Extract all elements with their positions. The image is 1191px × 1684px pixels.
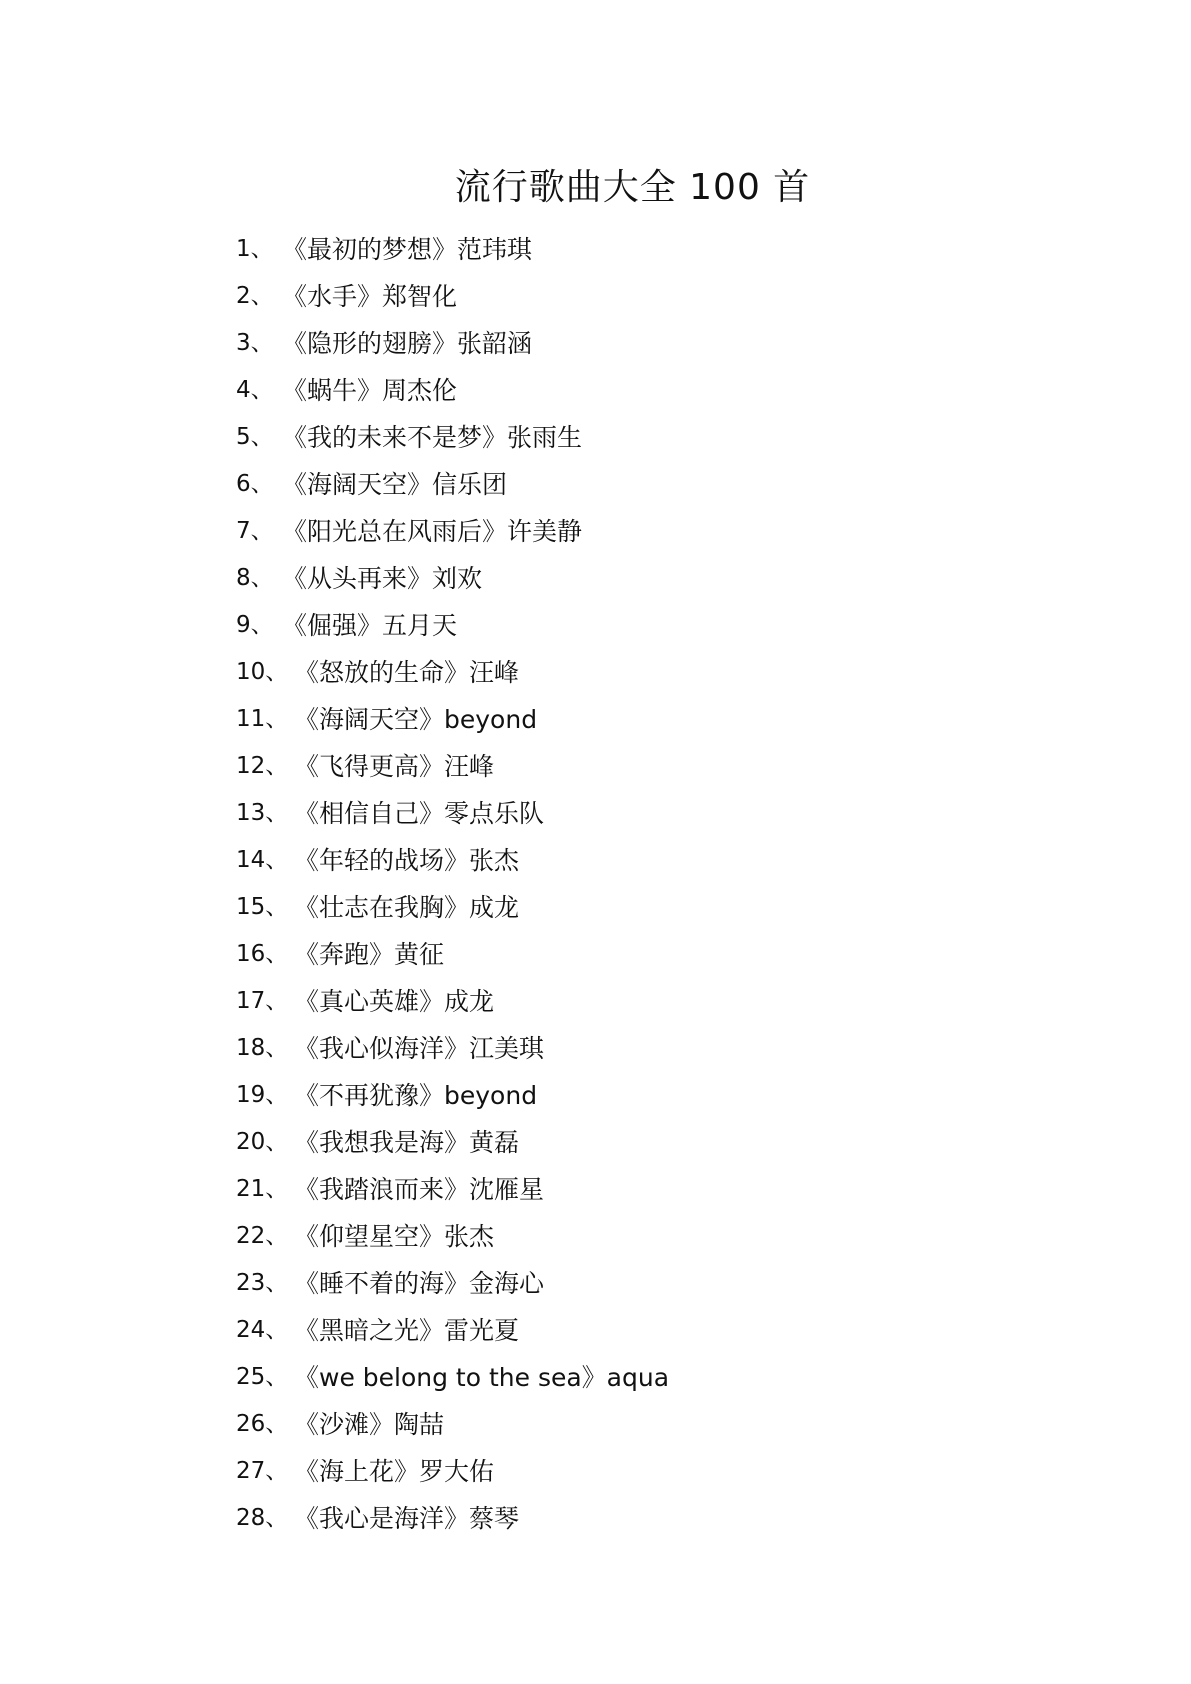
song-artist: 陶喆 <box>394 1410 445 1439</box>
list-item <box>236 931 1036 978</box>
list-item <box>236 320 1036 367</box>
list-item <box>236 367 1036 414</box>
song-artist: 张雨生 <box>507 423 583 452</box>
song-title: 《黑暗之光》 <box>294 1316 445 1345</box>
song-artist: 雷光夏 <box>444 1316 520 1345</box>
song-number: 7、 <box>236 518 274 544</box>
song-number: 10、 <box>236 659 289 685</box>
list-item <box>236 1260 1036 1307</box>
song-number: 1、 <box>236 236 274 262</box>
song-number: 4、 <box>236 377 274 403</box>
song-number: 6、 <box>236 471 274 497</box>
song-artist: 许美静 <box>507 517 583 546</box>
song-artist: 零点乐队 <box>444 799 545 828</box>
song-title: 《海上花》 <box>294 1457 420 1486</box>
song-artist: 罗大佑 <box>419 1457 495 1486</box>
song-artist: 蔡琴 <box>469 1504 520 1533</box>
list-item <box>236 1025 1036 1072</box>
song-title: 《飞得更高》 <box>294 752 445 781</box>
list-item <box>236 837 1036 884</box>
song-number: 9、 <box>236 612 274 638</box>
song-title: 《沙滩》 <box>294 1410 395 1439</box>
song-title: 《我想我是海》 <box>294 1128 470 1157</box>
song-number: 5、 <box>236 424 274 450</box>
list-item <box>236 1354 1036 1401</box>
song-number: 24、 <box>236 1317 289 1343</box>
song-artist: 沈雁星 <box>469 1175 545 1204</box>
song-artist: aqua <box>606 1363 670 1392</box>
list-item <box>236 602 1036 649</box>
song-title: 《阳光总在风雨后》 <box>282 517 508 546</box>
song-number: 19、 <box>236 1082 289 1108</box>
song-number: 28、 <box>236 1505 289 1531</box>
song-title: 《我心是海洋》 <box>294 1504 470 1533</box>
song-number: 18、 <box>236 1035 289 1061</box>
list-item <box>236 1166 1036 1213</box>
list-item <box>236 508 1036 555</box>
song-title: 《我心似海洋》 <box>294 1034 470 1063</box>
list-item <box>236 1448 1036 1495</box>
song-artist: 黄征 <box>394 940 445 969</box>
song-number: 21、 <box>236 1176 289 1202</box>
song-artist: 成龙 <box>469 893 520 922</box>
list-item <box>236 978 1036 1025</box>
song-number: 8、 <box>236 565 274 591</box>
list-item <box>236 790 1036 837</box>
song-number: 20、 <box>236 1129 289 1155</box>
song-title: 《睡不着的海》 <box>294 1269 470 1298</box>
song-number: 16、 <box>236 941 289 967</box>
list-item <box>236 743 1036 790</box>
song-artist: 江美琪 <box>469 1034 545 1063</box>
song-artist: beyond <box>444 1081 538 1110</box>
song-artist: 成龙 <box>444 987 495 1016</box>
song-title: 《海阔天空》 <box>294 705 445 734</box>
song-number: 26、 <box>236 1411 289 1437</box>
song-artist: 汪峰 <box>444 752 495 781</box>
song-number: 17、 <box>236 988 289 1014</box>
song-number: 23、 <box>236 1270 289 1296</box>
song-number: 2、 <box>236 283 274 309</box>
song-artist: 张韶涵 <box>457 329 533 358</box>
song-artist: 五月天 <box>382 611 458 640</box>
song-title: 《奔跑》 <box>294 940 395 969</box>
list-item <box>236 1307 1036 1354</box>
song-artist: 张杰 <box>444 1222 495 1251</box>
list-item <box>236 555 1036 602</box>
list-item <box>236 1072 1036 1119</box>
song-artist: 张杰 <box>469 846 520 875</box>
list-item <box>236 1401 1036 1448</box>
song-artist: 信乐团 <box>432 470 508 499</box>
list-item <box>236 649 1036 696</box>
list-item <box>236 273 1036 320</box>
song-artist: beyond <box>444 705 538 734</box>
list-item <box>236 226 1036 273</box>
song-number: 12、 <box>236 753 289 779</box>
song-artist: 郑智化 <box>382 282 458 311</box>
song-title: 《我的未来不是梦》 <box>282 423 508 452</box>
song-number: 3、 <box>236 330 274 356</box>
list-item <box>236 414 1036 461</box>
song-title: 《怒放的生命》 <box>294 658 470 687</box>
song-number: 11、 <box>236 706 289 732</box>
song-title: 《年轻的战场》 <box>294 846 470 875</box>
song-title: 《壮志在我胸》 <box>294 893 470 922</box>
list-item <box>236 1495 1036 1542</box>
song-title: 《隐形的翅膀》 <box>282 329 458 358</box>
song-number: 14、 <box>236 847 289 873</box>
list-item <box>236 696 1036 743</box>
song-artist: 刘欢 <box>432 564 483 593</box>
list-item <box>236 884 1036 931</box>
song-title: 《不再犹豫》 <box>294 1081 445 1110</box>
song-title: 《从头再来》 <box>282 564 433 593</box>
page-title: 流行歌曲大全 100 首 <box>454 167 811 208</box>
list-item <box>236 461 1036 508</box>
song-title: 《最初的梦想》 <box>282 235 458 264</box>
song-title: 《海阔天空》 <box>282 470 433 499</box>
song-number: 13、 <box>236 800 289 826</box>
song-list <box>236 226 1036 1542</box>
song-title: 《相信自己》 <box>294 799 445 828</box>
song-number: 27、 <box>236 1458 289 1484</box>
song-title: 《真心英雄》 <box>294 987 445 1016</box>
song-title: 《我踏浪而来》 <box>294 1175 470 1204</box>
song-number: 22、 <box>236 1223 289 1249</box>
song-title: 《we belong to the sea》 <box>294 1363 607 1392</box>
song-title: 《倔强》 <box>282 611 383 640</box>
song-number: 25、 <box>236 1364 289 1390</box>
song-number: 15、 <box>236 894 289 920</box>
song-artist: 金海心 <box>469 1269 545 1298</box>
song-title: 《水手》 <box>282 282 383 311</box>
list-item <box>236 1213 1036 1260</box>
song-artist: 黄磊 <box>469 1128 520 1157</box>
song-artist: 范玮琪 <box>457 235 533 264</box>
song-title: 《仰望星空》 <box>294 1222 445 1251</box>
list-item <box>236 1119 1036 1166</box>
song-artist: 汪峰 <box>469 658 520 687</box>
song-title: 《蜗牛》 <box>282 376 383 405</box>
song-artist: 周杰伦 <box>382 376 458 405</box>
